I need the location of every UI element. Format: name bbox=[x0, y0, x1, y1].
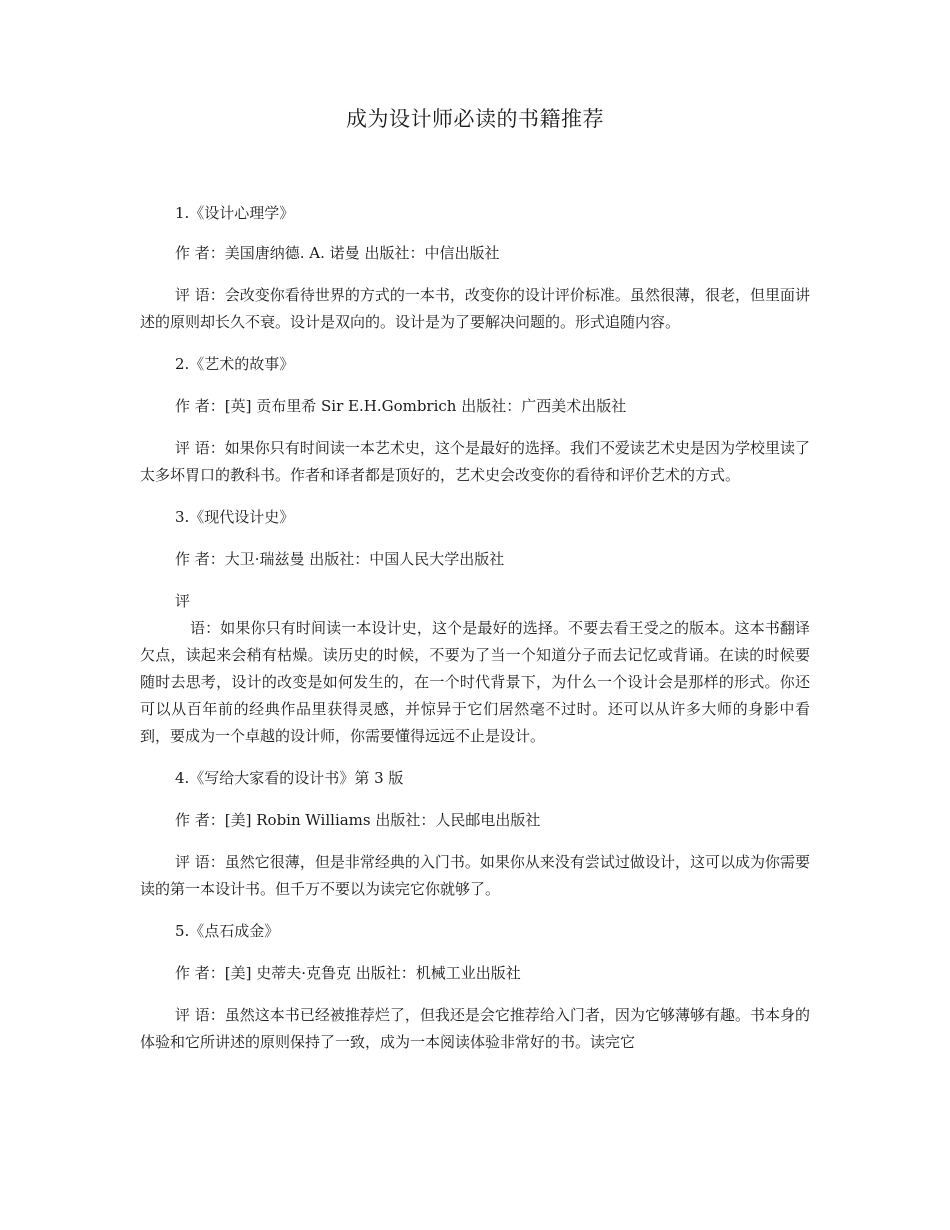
book-3-author-line: 作 者：大卫·瑞兹曼 出版社：中国人民大学出版社 bbox=[175, 550, 505, 568]
book-5-review: 评 语：虽然这本书已经被推荐烂了，但我还是会它推荐给入门者，因为它够薄够有趣。书本身的体验和它所讲述的原则保持了一致，成为一本阅读体验非常好的书。读完它 bbox=[140, 1006, 810, 1051]
book-5-heading: 5.《点石成金》 bbox=[175, 922, 280, 940]
book-4-author-line: 作 者：[美] Robin Williams 出版社：人民邮电出版社 bbox=[175, 811, 541, 829]
book-3-review-label: 评 bbox=[175, 592, 191, 610]
book-5-author-line: 作 者：[美] 史蒂夫·克鲁克 出版社：机械工业出版社 bbox=[175, 964, 521, 982]
book-2-review: 评 语：如果你只有时间读一本艺术史，这个是最好的选择。我们不爱读艺术史是因为学校里读了太多坏胃口的教科书。作者和译者都是顶好的，艺术史会改变你的看待和评价艺术的方式。 bbox=[140, 439, 810, 484]
book-1-heading: 1.《设计心理学》 bbox=[175, 204, 295, 222]
book-4-review: 评 语：虽然它很薄，但是非常经典的入门书。如果你从来没有尝试过做设计，这可以成为你需要读的第一本设计书。但千万不要以为读完它你就够了。 bbox=[140, 853, 810, 898]
page-title: 成为设计师必读的书籍推荐 bbox=[346, 107, 604, 131]
book-2-author-line: 作 者：[英] 贡布里希 Sir E.H.Gombrich 出版社：广西美术出版社 bbox=[175, 397, 627, 415]
book-2-heading: 2.《艺术的故事》 bbox=[175, 355, 295, 373]
book-3-heading: 3.《现代设计史》 bbox=[175, 508, 295, 526]
book-4-heading: 4.《写给大家看的设计书》第 3 版 bbox=[175, 769, 404, 787]
book-1-review: 评 语：会改变你看待世界的方式的一本书，改变你的设计评价标准。虽然很薄，很老，但里面讲述的原则却长久不衰。设计是双向的。设计是为了要解决问题的。形式追随内容。 bbox=[140, 286, 810, 331]
book-3-review: 语：如果你只有时间读一本设计史，这个是最好的选择。不要去看王受之的版本。这本书翻译欠点，读起来会稍有枯燥。读历史的时候，不要为了当一个知道分子而去记忆或背诵。在读的时候要随时去思考，设计的改变是如何发生的，在一个时代背景下，为什么一个设计会是那样的形式。你还可以从百年前的经典作品里获得灵感，并惊异于它们居然毫不过时。还可以从许多大师的身影中看到，要成为一个卓越的设计师，你需要懂得远远不止是设计。 bbox=[140, 619, 810, 745]
book-1-author-line: 作 者：美国唐纳德. A. 诺曼 出版社：中信出版社 bbox=[175, 244, 500, 262]
